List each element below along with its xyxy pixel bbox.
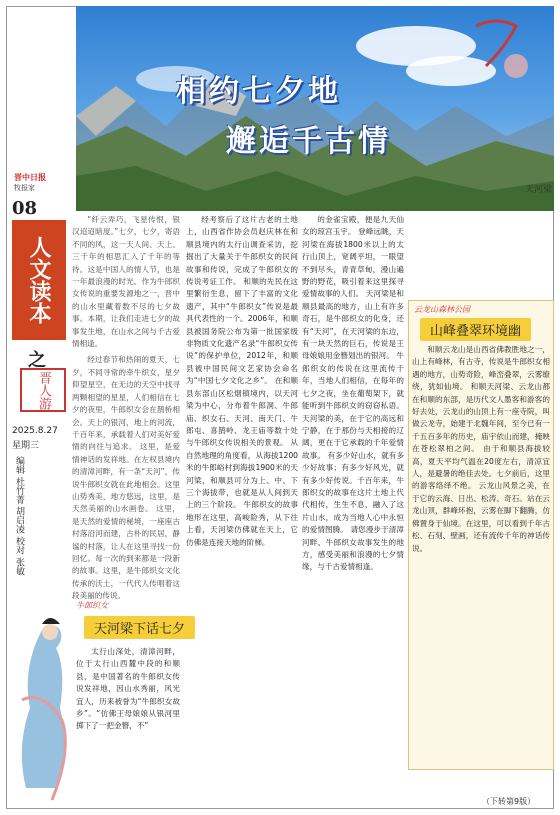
issue-weekday: 星期三 xyxy=(12,441,40,451)
column-4-text: 和顺云龙山是山西省佛教胜地之一，山上有峰林，有古寺，传说是牛郎织女相遇的地方，山势奇险，峰峦叠翠，云雾缭绕，犹如仙境。 和顺天河梁、云龙山都在和顺的东部，是历代文人墨客和游客的好去处，云龙山的山顶上有一座寺院，叫做云龙寺，始建于北魏年间，至今已有一千五百多年的历史，庙宇依山而建，掩映在苍松翠柏之间。 由于和顺县海拔较高，夏天平均气温在20度左右，清凉宜人，是避暑的绝佳去处。七夕前后，这里的游客络绎不绝。 云龙山风景之美，在于它的云海、日出、松涛、奇石。站在云龙山顶，群峰环抱，云雾在脚下翻腾，仿佛置身于仙境。在这里，可以看到千年古松、石刻、壁画，还有流传千年的神话传说。 xyxy=(412,345,550,553)
page-number: 08 xyxy=(12,198,38,219)
intro-text: “纤云弄巧，飞星传恨，银汉迢迢暗度。”七夕，七夕，寄语不同的风，这一天人间、天上、三千年的相思汇入了千年的等待。这是中国人的情人节，也是一年最浪漫的时光。作为牛郎织女传说的重要发源地之一，晋中的山水里藏着数不尽的七夕故事。本期，让我们走进七夕的故事发生地，在山水之间与千古爱情相逢。 xyxy=(72,215,180,349)
column-1-text: 经过春节和热闹的夏天，七夕，不同寻常的牵牛织女，星夕仰望星空，在无边的天空中找寻两颗相望的星星，人们相信在七夕的夜里，牛郎织女会在鹊桥相会。天上的银河，地上的河流，千百年来，承载着人们对美好爱情的向往与追求。 这里，是爱情神话的发祥地。在左权县境内的清漳河畔，有一条“天河”，传说牛郎织女就在此地相会。这里山势秀美，地方悠远，这里，是天然美丽的山水画卷。 这里，是天然的爱情的秘境，一座座古村落沿河而建，古朴的民居，静谧的村落，让人在这里寻找一份回忆。每一次的到来都是一段新的故事。这里，是牛郎织女文化传承的沃土，一代代人传唱着这段美丽的传说。 xyxy=(72,355,180,601)
celestial-maiden-illustration xyxy=(12,610,76,800)
article-column-2 xyxy=(186,214,298,794)
section-title: 人文读本 xyxy=(12,220,66,340)
hero-title-line1: 相约七夕地 xyxy=(176,74,341,109)
section-suffix: 之 xyxy=(28,350,46,371)
edition-label: 牧报家 xyxy=(14,184,35,192)
sidebar-box-label: 云龙山森林公园 xyxy=(414,305,470,314)
hero-title-line2: 邂逅千古情 xyxy=(226,124,391,159)
story-box-text xyxy=(76,646,180,796)
issue-date: 2025.8.27 xyxy=(12,426,58,436)
column-2-text: 经考察后了这片古老的土地上，山西省作协会员赵庆林在和顺县境内的太行山调查采访，挖掘出了大量关于牛郎织女的民间故事和传说，完成了牛郎织女的传说考证工作。 和顺的先民在这里繁衍生息，留下了丰富的文化遗产，其中“牛郎织女”传说是最具代表性的一个。2006年，和顺县被国务院公布为第一批国家级非物质文化遗产名录“牛郎织女传说”的保护单位，2012年，和顺县被中国民间文艺家协会命名为“中国七夕文化之乡”。 在和顺县东部山区松烟镇境内，以天河梁为中心，分布着牛郎洞、牛郎庙、织女石、天河、南天门、牛郎屯、喜鹊岭、龙王庙等数十处与牛郎织女传说相关的景观。 从自然地理的角度看，从海拔1200米的牛郎峪村到海拔1900米的天河梁，和顺县可分为上、中、下三个海拔带，也就是从人间到天上的三个阶段。 牛郎织女的故事地形在这里，高峻险秀，从下往上看，天河梁仿佛就在天上，它仿佛是连接天地的阶梯。 xyxy=(186,215,298,547)
continued-note: （下转第9版） xyxy=(482,797,536,806)
article-column-3 xyxy=(302,214,404,794)
story-box-label: 牛郎织女 xyxy=(76,601,108,610)
hero-photo xyxy=(76,6,554,211)
story-text: 太行山深处，清漳河畔，位于太行山西麓中段的和顺县，是中国著名的牛郎织女传说发祥地，因山水秀丽，风光宜人，历来被誉为“牛郎织女故乡”。“仿佛王母娘娘从银河里掷下了一把金簪，不” xyxy=(76,647,180,731)
story-box-title: 天河梁下话七夕 xyxy=(84,616,195,639)
photo-caption: 天河梁 xyxy=(524,185,552,195)
column-3-text: 的金雀宝殿，便是九天仙女的琼宫玉宇。 登峰远眺，天河梁在海拔1800米以上的太行山顶上，宽阔平坦，一眼望不到尽头，青青草甸，漫山遍野的野花，吸引着来这里探寻爱情故事的人们。 天河梁是和顺县最高的地方，山上有许多奇石，是牛郎织女的化身，还有“天河”，在天河梁的东边，有一块天然的巨石，传说是王母娘娘用金簪划出的银河。 牛郎织女的传说在这里流传千年，当地人们相信，在每年的七夕之夜，坐在葡萄架下，就能听到牛郎织女的窃窃私语。 天河梁的美，在于它的高远和宁静，在于那份与天相接的辽阔，更在于它承载的千年爱情故事。 有多少好山水，就有多少好故事；有多少好风光，就有多少好传说。千百年来，牛郎织女的故事在这片土地上代代相传，生生不息，融入了这片山水，成为当地人心中永恒的爱情图腾。 请您漫步于清漳河畔、牛郎织女故事发生的地方，感受美丽和浪漫的七夕情缘，与千古爱情相逢。 xyxy=(302,215,404,572)
newspaper-logo: 晋中日报 xyxy=(14,173,46,182)
seal-stamp: 晋人游 xyxy=(20,368,66,412)
editor-intro xyxy=(72,214,180,601)
sidebar-box-title: 山峰叠翠环境幽 xyxy=(420,318,531,341)
staff-credits: 编辑 杜竹菁 胡启凌 校对 张敏 xyxy=(14,456,24,576)
article-column-4 xyxy=(412,344,550,790)
